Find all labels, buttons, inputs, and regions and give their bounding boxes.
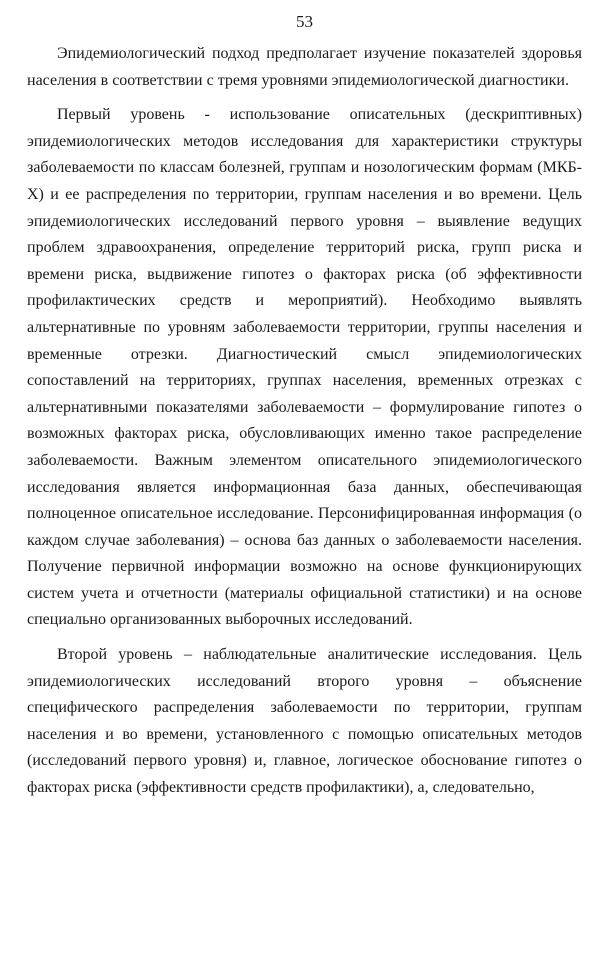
page-number: 53 (296, 12, 313, 31)
paragraph-second-level: Второй уровень – наблюдательные аналитические исследования. Цель эпидемиологических исследований второго уровня – объяснение специфического распределения заболеваемости по территории, группам населения и во времени, установленного с помощью описательных методов (исследований первого уровня) и, главное, логическое обоснование гипотез о факторах риска (эффективности средств профилактики), а, следовательно, (27, 646, 582, 797)
paragraph-first-level: Первый уровень - использование описательных (дескриптивных) эпидемиологических методов исследования для характеристики структуры заболеваемости по классам болезней, группам и нозологическим формам (МКБ-Х) и ее распределения по территории, группам населения и во времени. Цель эпидемиологических исследований первого уровня – выявление ведущих проблем здравоохранения, определение территорий риска, групп риска и времени риска, выдвижение гипотез о факторах риска (об эффективности профилактических средств и мероприятий). Необходимо выявлять альтернативные по уровням заболеваемости территории, группы населения и временные отрезки. Диагностический смысл эпидемиологических сопоставлений на территориях, группах населения, временных отрезках с альтернативными показателями заболеваемости – формулирование гипотез о возможных факторах риска, обусловливающих именно такое распределение заболеваемости. Важным элементом описательного эпидемиологического исследования является информационная база данных, обеспечивающая полноценное описательное исследование. Персонифицированная информация (о каждом случае заболевания) – основа баз данных о заболеваемости населения. Получение первичной информации возможно на основе функционирующих систем учета и отчетности (материалы официальной статистики) и на основе специально организованных выборочных исследований. (27, 106, 582, 629)
paragraph-intro: Эпидемиологический подход предполагает изучение показателей здоровья населения в соответствии с тремя уровнями эпидемиологической диагностики. (27, 45, 582, 89)
page-body (27, 41, 582, 810)
